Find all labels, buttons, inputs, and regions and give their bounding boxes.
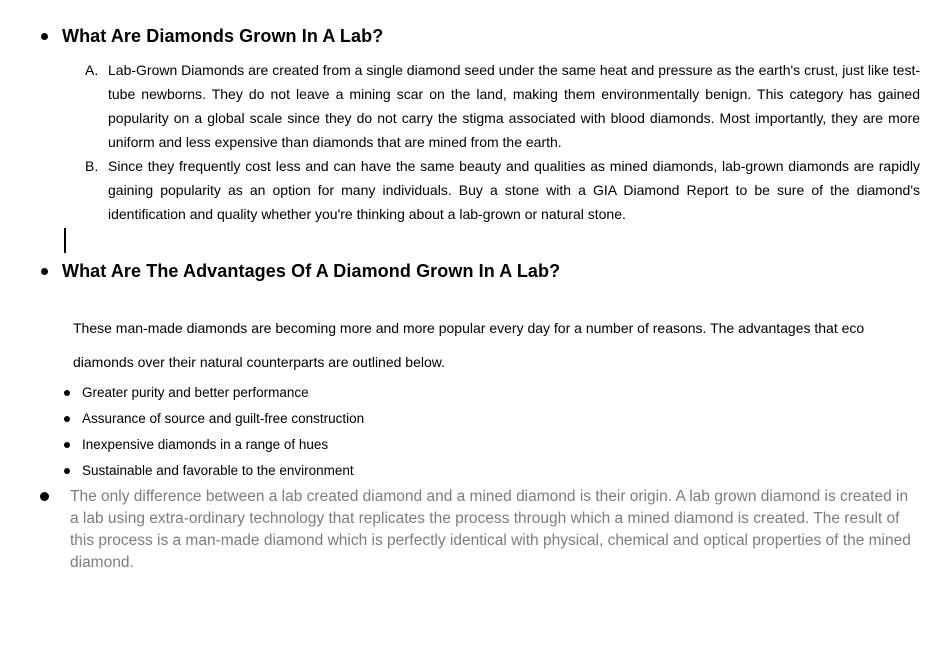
list-item-text[interactable]: Greater purity and better performance xyxy=(82,385,309,400)
note-paragraph[interactable]: The only difference between a lab created diamond and a mined diamond is their origin. A lab grown diamond is created in a lab using extra-ordinary technology that replicates the process through which a mined diamond is created. The result of this process is a man-made diamond which is perfectly identical with physical, chemical and optical properties of the mined diamond. xyxy=(70,488,911,571)
list-item[interactable] xyxy=(64,380,948,406)
heading-bullet-icon xyxy=(41,268,48,275)
note-row xyxy=(0,486,948,574)
lettered-item-b[interactable] xyxy=(85,154,920,226)
text-cursor xyxy=(64,228,66,253)
bullet-icon xyxy=(64,390,70,396)
list-marker-a: A. xyxy=(85,62,99,78)
bullet-icon xyxy=(64,416,70,422)
section-1-heading[interactable]: What Are Diamonds Grown In A Lab? xyxy=(62,26,384,46)
lettered-item-a[interactable] xyxy=(85,58,920,154)
bullet-icon xyxy=(64,442,70,448)
bullet-icon xyxy=(40,492,49,501)
list-item[interactable] xyxy=(64,406,948,432)
lettered-list xyxy=(85,58,920,226)
list-item-text[interactable]: Sustainable and favorable to the environment xyxy=(82,463,354,478)
advantages-list xyxy=(64,380,948,484)
list-item-text[interactable]: Inexpensive diamonds in a range of hues xyxy=(82,437,329,452)
lettered-item-a-text[interactable]: Lab-Grown Diamonds are created from a single diamond seed under the same heat and pressure as the earth's crust, just like test-tube newborns. They do not leave a mining scar on the land, making them environmentally benign. This category has gained popularity on a global scale since they do not carry the stigma associated with blood diamonds. Most importantly, they are more uniform and less expensive than diamonds that are mined from the earth. xyxy=(108,62,920,150)
heading-bullet-icon xyxy=(41,33,48,40)
section-2-heading-row xyxy=(0,260,948,282)
intro-paragraph[interactable]: These man-made diamonds are becoming more and more popular every day for a number of reasons. The advantages that eco diamonds over their natural counterparts are outlined below. xyxy=(73,320,865,370)
section-2-heading[interactable]: What Are The Advantages Of A Diamond Grown In A Lab? xyxy=(62,261,561,281)
bullet-icon xyxy=(64,468,70,474)
list-marker-b: B. xyxy=(85,158,99,174)
list-item-text[interactable]: Assurance of source and guilt-free construction xyxy=(82,411,365,426)
list-item[interactable] xyxy=(64,432,948,458)
lettered-item-b-text[interactable]: Since they frequently cost less and can have the same beauty and qualities as mined diamonds, lab-grown diamonds are rapidly gaining popularity as an option for many individuals. Buy a stone with a GIA Diamond Report to be sure of the diamond's identification and quality whether you're thinking about a lab-grown or natural stone. xyxy=(108,158,920,222)
list-item[interactable] xyxy=(64,458,948,484)
empty-line[interactable] xyxy=(64,228,948,253)
section-1-heading-row xyxy=(0,0,948,47)
